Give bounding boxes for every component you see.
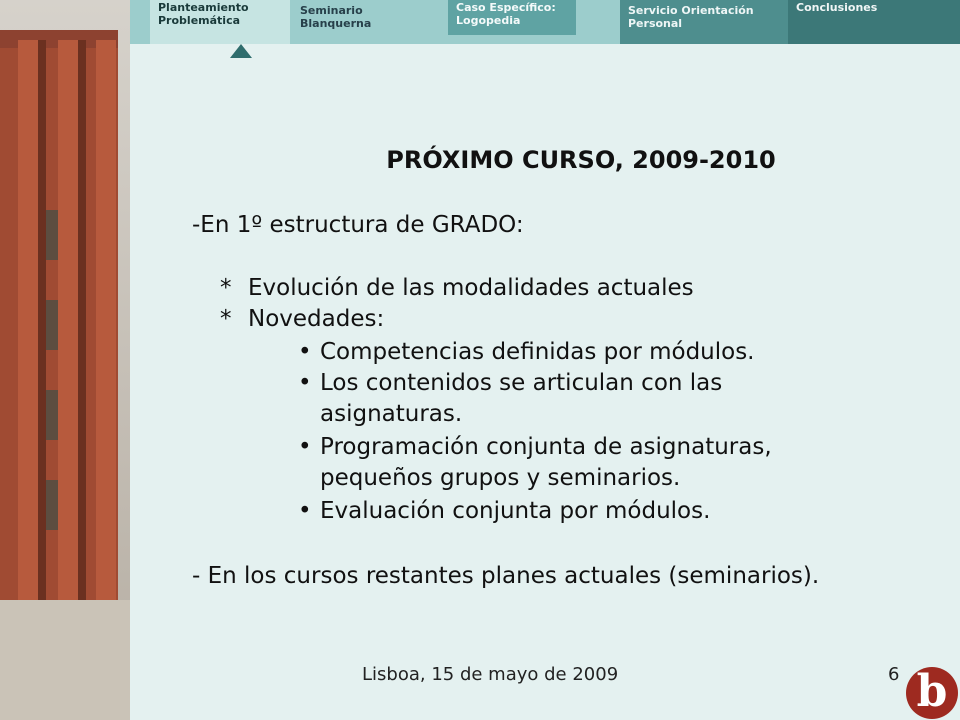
bullet-marker: •: [298, 498, 312, 524]
bullet-marker: •: [298, 434, 312, 460]
bullet-marker: •: [298, 339, 312, 365]
closing-line: - En los cursos restantes planes actuales (seminarios).: [192, 563, 820, 589]
tab-planteamiento[interactable]: [150, 0, 290, 44]
intro-line: -En 1º estructura de GRADO:: [192, 212, 524, 238]
tab-label: Caso Específico:: [456, 1, 556, 14]
tab-label: Problemática: [158, 14, 241, 27]
bullet-item-continuation: asignaturas.: [320, 401, 463, 427]
star-marker: *: [220, 275, 232, 301]
tab-seminario[interactable]: [292, 0, 447, 44]
bullet-item: Evaluación conjunta por módulos.: [320, 498, 711, 524]
tab-label: Conclusiones: [796, 1, 878, 14]
tab-servicio-orientacion[interactable]: [620, 0, 788, 44]
tab-label: Blanquerna: [300, 17, 372, 30]
tab-label: Servicio Orientación: [628, 4, 754, 17]
bullet-item: Los contenidos se articulan con las: [320, 370, 723, 396]
star-item: Evolución de las modalidades actuales: [248, 275, 694, 301]
bullet-marker: •: [298, 370, 312, 396]
active-tab-pointer: [230, 44, 252, 58]
star-item: Novedades:: [248, 306, 385, 332]
tab-label: Seminario: [300, 4, 363, 17]
tab-label: Planteamiento: [158, 1, 249, 14]
bullet-item-continuation: pequeños grupos y seminarios.: [320, 465, 681, 491]
building-photo: [0, 0, 130, 720]
footer-date: Lisboa, 15 de mayo de 2009: [362, 664, 619, 685]
section-nav: [130, 0, 960, 44]
tab-label: Logopedia: [456, 14, 521, 27]
bullet-item: Competencias definidas por módulos.: [320, 339, 755, 365]
bullet-item: Programación conjunta de asignaturas,: [320, 434, 772, 460]
slide-title: PRÓXIMO CURSO, 2009-2010: [386, 146, 776, 174]
page-number: 6: [888, 664, 900, 685]
tab-caso-especifico[interactable]: [448, 0, 576, 35]
tab-label: Personal: [628, 17, 683, 30]
blanquerna-logo: b: [906, 667, 958, 719]
star-marker: *: [220, 306, 232, 332]
tab-conclusiones[interactable]: [788, 0, 960, 44]
